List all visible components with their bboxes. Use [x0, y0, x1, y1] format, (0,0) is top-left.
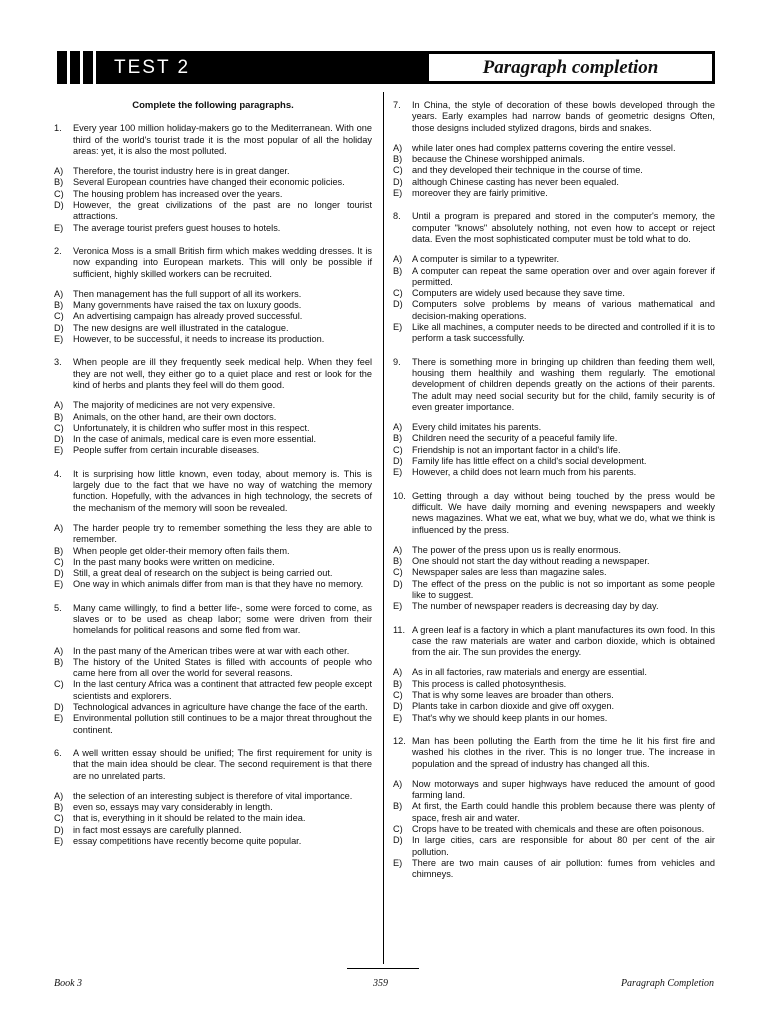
option	[393, 858, 715, 881]
option-letter: C)	[393, 444, 403, 455]
question	[393, 211, 715, 245]
page-number: 359	[373, 978, 388, 989]
question	[393, 491, 715, 536]
option-text: Several European countries have changed their economic policies.	[73, 177, 345, 188]
option	[393, 579, 715, 602]
option-text: The new designs are well illustrated in the catalogue.	[73, 322, 289, 333]
option-letter: C)	[54, 422, 64, 433]
option-text: That's why we should keep plants in our homes.	[412, 712, 608, 723]
option	[54, 579, 372, 590]
option-letter: D)	[393, 578, 403, 589]
question-number: 4.	[54, 468, 62, 479]
option-text: As in all factories, raw materials and energy are essential.	[412, 667, 647, 678]
option-text: However, to be successful, it needs to increase its production.	[73, 334, 325, 345]
question	[54, 246, 372, 280]
option-text: Computers solve problems by means of various mathematical and decision-making operations.	[412, 299, 715, 321]
footer-book: Book 3	[54, 978, 83, 989]
option-text: In the case of animals, medical care is even more essential.	[73, 434, 317, 445]
option-letter: D)	[54, 322, 64, 333]
option	[393, 801, 715, 824]
question-text: Many came willingly, to find a better life-, some were forced to come, as slaves or to be used as cheap labor; some were driven from their homelands for political reasons and some fled from war.	[73, 602, 372, 636]
option	[54, 289, 372, 300]
option-letter: C)	[393, 824, 403, 835]
option-letter: E)	[54, 222, 64, 233]
question-number: 5.	[54, 602, 62, 613]
option-letter: E)	[393, 712, 403, 723]
option-text: Family life has little effect on a child's social development.	[412, 456, 647, 467]
option	[54, 791, 372, 802]
question-text: Man has been polluting the Earth from the time he lit his first fire and washed his clothes in the river. This is no longer true. The increase in population and the spread of industry has changed all this.	[412, 735, 715, 769]
option-text: People suffer from certain incurable diseases.	[73, 445, 260, 456]
question-number: 2.	[54, 245, 62, 256]
option	[393, 143, 715, 154]
footer-section: Paragraph Completion	[620, 978, 714, 989]
question	[54, 469, 372, 514]
page-header	[54, 51, 715, 84]
option-letter: B)	[393, 556, 403, 567]
option	[393, 422, 715, 433]
option	[54, 713, 372, 736]
question	[393, 625, 715, 659]
option	[393, 667, 715, 678]
option	[393, 288, 715, 299]
option-text: the selection of an interesting subject is therefore of vital importance.	[73, 790, 353, 801]
option-text: Computers are widely used because they save time.	[412, 288, 625, 299]
option-letter: D)	[54, 434, 64, 445]
option-text: The effect of the press on the public is not so important as some people like to suggest.	[412, 578, 715, 600]
option	[54, 445, 372, 456]
option	[393, 713, 715, 724]
option	[54, 646, 372, 657]
option-text: while later ones had complex patterns covering the entire vessel.	[412, 142, 676, 153]
option-letter: B)	[54, 545, 64, 556]
option	[54, 423, 372, 434]
option-letter: A)	[54, 288, 64, 299]
option-letter: A)	[54, 645, 64, 656]
option-letter: C)	[54, 311, 64, 322]
option-letter: D)	[393, 299, 403, 310]
option-letter: A)	[54, 522, 64, 533]
option	[393, 545, 715, 556]
option-text: Plants take in carbon dioxide and give off oxygen.	[412, 701, 615, 712]
option-text: In the past many of the American tribes were at war with each other.	[73, 645, 350, 656]
question	[393, 100, 715, 134]
option	[393, 779, 715, 802]
option-list	[393, 422, 715, 478]
option	[54, 223, 372, 234]
option-letter: A)	[393, 778, 403, 789]
option	[393, 835, 715, 858]
option	[54, 323, 372, 334]
option-text: Then management has the full support of all its workers.	[73, 288, 302, 299]
question-text: There is something more in bringing up children than feeding them well, housing them healthily and washing them regularly. The emotional development of children depends greatly on the actions of their parents. The adult may need social security but for the child, family security is of even greater importance.	[412, 356, 715, 412]
option-list	[54, 646, 372, 736]
left-column	[54, 100, 372, 859]
option-text: The housing problem has increased over the years.	[73, 188, 283, 199]
question	[54, 748, 372, 782]
option-text: The average tourist prefers guest houses to hotels.	[73, 222, 281, 233]
option-list	[54, 289, 372, 345]
question-number: 8.	[393, 211, 401, 222]
question-number: 10.	[393, 490, 406, 501]
option-text: One should not start the day without reading a newspaper.	[412, 556, 650, 567]
option-text: Environmental pollution still continues to be a major threat throughout the continent.	[73, 713, 372, 735]
option-letter: C)	[393, 165, 403, 176]
option-letter: B)	[393, 801, 403, 812]
option-letter: B)	[393, 154, 403, 165]
option-letter: C)	[393, 690, 403, 701]
option-text: Like all machines, a computer needs to be directed and controlled if it is to perform a task successfully.	[412, 322, 715, 344]
option	[54, 166, 372, 177]
option-text: An advertising campaign has already proved successful.	[73, 311, 303, 322]
option	[393, 690, 715, 701]
question	[393, 357, 715, 413]
option-text: because the Chinese worshipped animals.	[412, 154, 585, 165]
option-list	[54, 166, 372, 234]
question-text: In China, the style of decoration of these bowls developed through the years. Early examples had narrow bands of geometric designs Often, those designs included stylized dragons, birds and snakes.	[412, 100, 715, 133]
option-list	[393, 779, 715, 881]
option	[393, 556, 715, 567]
option-text: The history of the United States is filled with accounts of people who came here from all over the world for several reasons.	[73, 656, 372, 679]
option-text: The majority of medicines are not very expensive.	[73, 400, 276, 411]
option-text: In the past many books were written on medicine.	[73, 556, 275, 567]
option-text: This process is called photosynthesis.	[412, 678, 567, 689]
option-text: There are two main causes of air pollution: fumes from vehicles and chimneys.	[412, 857, 715, 880]
option-text: That is why some leaves are broader than others.	[412, 690, 614, 701]
option-text: The power of the press upon us is really enormous.	[412, 544, 621, 555]
option-letter: E)	[54, 334, 64, 345]
option-letter: B)	[54, 411, 64, 422]
option-letter: B)	[54, 177, 64, 188]
option-text: At first, the Earth could handle this problem because there was plenty of space, fresh air and water.	[412, 801, 715, 823]
question-text: A well written essay should be unified; The first requirement for unity is that the main idea should be clear. The second requirement is that there are no unrelated parts.	[73, 747, 372, 781]
instructions: Complete the following paragraphs.	[132, 100, 294, 111]
option-text: Therefore, the tourist industry here is in great danger.	[73, 166, 290, 177]
option-list	[393, 254, 715, 344]
option	[54, 177, 372, 188]
option-letter: C)	[54, 679, 64, 690]
option	[54, 702, 372, 713]
question	[54, 603, 372, 637]
option	[54, 825, 372, 836]
option-text: The number of newspaper readers is decreasing day by day.	[412, 601, 659, 612]
option	[54, 400, 372, 411]
section-title: Paragraph completion	[429, 54, 712, 81]
question-text: Veronica Moss is a small British firm which makes wedding dresses. It is now expanding into European markets. This will only be possible if sufficient, highly skilled workers can be recruited.	[73, 245, 372, 279]
option	[393, 679, 715, 690]
option-letter: A)	[393, 544, 403, 555]
option-text: Now motorways and super highways have reduced the amount of good farming land.	[412, 778, 715, 801]
option	[393, 165, 715, 176]
option-text: In large cities, cars are responsible for about 80 per cent of the air pollution.	[412, 835, 715, 857]
option-letter: E)	[54, 836, 64, 847]
option-text: essay competitions have recently become quite popular.	[73, 836, 302, 847]
option-letter: D)	[54, 200, 64, 211]
option-letter: C)	[54, 188, 64, 199]
option	[54, 679, 372, 702]
option	[54, 657, 372, 680]
option-text: Every child imitates his parents.	[412, 422, 542, 433]
option-letter: A)	[54, 400, 64, 411]
option-text: Still, a great deal of research on the subject is being carried out.	[73, 568, 333, 579]
option	[54, 189, 372, 200]
option-list	[54, 400, 372, 456]
option-letter: E)	[393, 322, 403, 333]
option-text: In the last century Africa was a continent that attracted few people except scientists and explorers.	[73, 679, 372, 701]
option-letter: E)	[54, 445, 64, 456]
option-letter: B)	[393, 433, 403, 444]
option-letter: C)	[54, 813, 64, 824]
option-text: Friendship is not an important factor in a child's life.	[412, 444, 621, 455]
option-letter: E)	[393, 188, 403, 199]
option	[54, 546, 372, 557]
column-divider	[383, 92, 384, 964]
option-text: moreover they are fairly primitive.	[412, 188, 548, 199]
option-list	[54, 523, 372, 591]
footer-rule	[347, 968, 419, 969]
header-stripes	[54, 51, 104, 84]
option	[393, 266, 715, 289]
option	[54, 802, 372, 813]
option-list	[393, 667, 715, 723]
option-letter: A)	[393, 254, 403, 265]
question	[54, 123, 372, 157]
option-text: Crops have to be treated with chemicals and these are often poisonous.	[412, 824, 705, 835]
option-text: Many governments have raised the tax on luxury goods.	[73, 300, 302, 311]
option-list	[393, 143, 715, 199]
option-letter: B)	[54, 802, 64, 813]
option	[393, 567, 715, 578]
option-text: A computer is similar to a typewriter.	[412, 254, 560, 265]
option-letter: D)	[54, 702, 64, 713]
option	[393, 154, 715, 165]
question-text: Getting through a day without being touched by the press would be difficult. We have daily morning and evening newspapers and weekly news magazines. What we eat, what we buy, what we do, what we think is influenced by the press.	[412, 490, 715, 535]
question-text: Every year 100 million holiday-makers go to the Mediterranean. With one third of the world's tourist trade it is the most popular of all the holiday areas: yet, it is also the most polluted.	[73, 123, 372, 156]
option	[54, 412, 372, 423]
option-text: A computer can repeat the same operation over and over again forever if permitted.	[412, 265, 715, 287]
option-text: Unfortunately, it is children who suffer most in this respect.	[73, 422, 310, 433]
option-letter: E)	[54, 713, 64, 724]
question-text: It is surprising how little known, even today, about memory is. This is largely due to the fact that we have no way of watching the memory function. Hopefully, with the advances in high technology, the secrets of the mechanism of the memory will soon be revealed.	[73, 468, 372, 513]
option-letter: E)	[54, 579, 64, 590]
right-question-list	[393, 100, 715, 881]
option-letter: D)	[54, 824, 64, 835]
question-number: 6.	[54, 747, 62, 758]
option-text: However, the great civilizations of the past are no longer tourist attractions.	[73, 200, 372, 222]
option	[393, 322, 715, 345]
option	[393, 601, 715, 612]
option	[54, 334, 372, 345]
option-list	[54, 791, 372, 847]
option	[54, 300, 372, 311]
option-text: However, a child does not learn much from his parents.	[412, 467, 637, 478]
option	[54, 434, 372, 445]
option-text: in fact most essays are carefully planned.	[73, 824, 242, 835]
question	[54, 357, 372, 391]
option	[54, 557, 372, 568]
option	[393, 254, 715, 265]
option	[54, 813, 372, 824]
option-letter: D)	[54, 568, 64, 579]
question-number: 11.	[393, 624, 406, 635]
option-list	[393, 545, 715, 613]
option-letter: D)	[393, 456, 403, 467]
option-text: Technological advances in agriculture have change the face of the earth.	[73, 702, 368, 713]
option	[393, 299, 715, 322]
option-letter: B)	[54, 656, 64, 667]
option-letter: B)	[54, 300, 64, 311]
option	[54, 311, 372, 322]
option-letter: A)	[393, 422, 403, 433]
option-letter: E)	[393, 857, 403, 868]
question-text: A green leaf is a factory in which a plant manufactures its own food. In this case the raw materials are water and carbon dioxide, which is obtained from the air. The sun provides the energy.	[412, 624, 715, 658]
option-letter: A)	[393, 142, 403, 153]
option	[54, 568, 372, 579]
option-letter: C)	[393, 567, 403, 578]
option	[393, 177, 715, 188]
option-text: that is, everything in it should be related to the main idea.	[73, 813, 306, 824]
option-text: and they developed their technique in the course of time.	[412, 165, 643, 176]
option-letter: E)	[393, 467, 403, 478]
option	[393, 433, 715, 444]
option-text: When people get older-their memory often fails them.	[73, 545, 290, 556]
option-letter: A)	[393, 667, 403, 678]
option-text: although Chinese casting has never been equaled.	[412, 176, 619, 187]
option-letter: D)	[393, 701, 403, 712]
option-letter: B)	[393, 265, 403, 276]
right-column	[393, 100, 715, 893]
option-letter: E)	[393, 601, 403, 612]
option-letter: A)	[54, 790, 64, 801]
question-text: When people are ill they frequently seek medical help. When they feel they are not well, they either go to a quiet place and rest or look for the kind of herbs and plants they feel will do them good.	[73, 357, 372, 390]
option	[393, 456, 715, 467]
question-number: 12.	[393, 735, 406, 746]
option	[393, 701, 715, 712]
option-text: Newspaper sales are less than magazine sales.	[412, 567, 607, 578]
option-letter: C)	[393, 288, 403, 299]
option-letter: C)	[54, 556, 64, 567]
question-number: 7.	[393, 100, 401, 110]
left-question-list	[54, 123, 372, 847]
question-number: 1.	[54, 123, 62, 134]
option	[393, 445, 715, 456]
option-text: One way in which animals differ from man is that they have no memory.	[73, 579, 364, 590]
option-text: Children need the security of a peaceful family life.	[412, 433, 618, 444]
option	[393, 188, 715, 199]
option-letter: D)	[393, 835, 403, 846]
option-letter: B)	[393, 678, 403, 689]
question-text: Until a program is prepared and stored in the computer's memory, the computer "knows" absolutely nothing, not even how to accept or reject data. Even the most sophisticated computer must be told what to do.	[412, 211, 715, 244]
option	[393, 824, 715, 835]
option	[54, 836, 372, 847]
question	[393, 736, 715, 770]
question-number: 9.	[393, 356, 401, 367]
option-text: The harder people try to remember something the less they are able to remember.	[73, 522, 372, 545]
test-number: TEST 2	[114, 57, 191, 78]
option-text: Animals, on the other hand, are their own doctors.	[73, 411, 277, 422]
option-text: even so, essays may vary considerably in length.	[73, 802, 273, 813]
option-letter: D)	[393, 176, 403, 187]
option-letter: A)	[54, 166, 64, 177]
option	[54, 523, 372, 546]
option	[54, 200, 372, 223]
option	[393, 467, 715, 478]
question-number: 3.	[54, 357, 62, 368]
